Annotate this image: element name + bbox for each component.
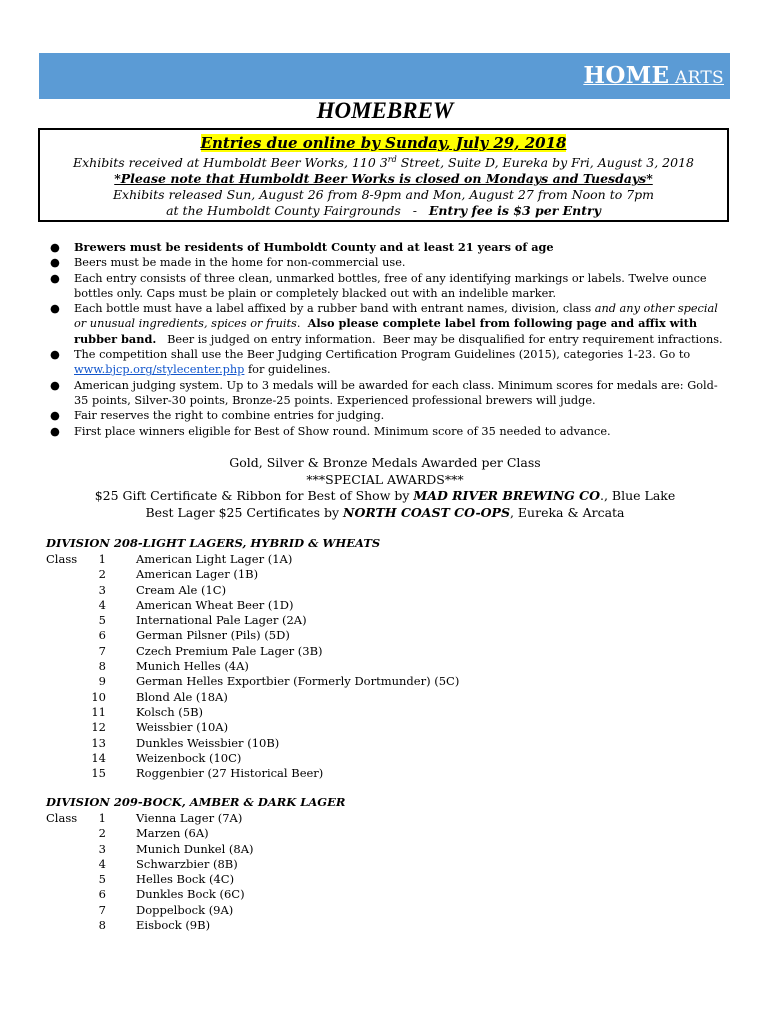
division-208-title: DIVISION 208-LIGHT LAGERS, HYBRID & WHEATS — [46, 536, 381, 550]
list-item — [46, 887, 646, 902]
best-of-show-line: $25 Gift Certificate & Ribbon for Best of Show by MAD RIVER BREWING CO., Blue Lake — [94, 488, 676, 503]
rule-item: ● Fair reserves the right to combine entries for judging. — [50, 409, 385, 423]
class-name: Munich Helles (4A) — [136, 659, 249, 674]
list-item — [46, 842, 646, 857]
class-number: 10 — [91, 689, 106, 704]
class-number: 8 — [98, 918, 106, 933]
entries-info-box — [38, 128, 729, 222]
list-item — [46, 690, 646, 705]
class-name: Eisbock (9B) — [136, 918, 211, 933]
class-name: German Helles Exportbier (Formerly Dortmunder) (5C) — [136, 674, 460, 689]
division-208-classes — [46, 552, 646, 781]
bjcp-link[interactable]: www.bjcp.org/stylecenter.php — [74, 363, 245, 377]
rule-item: ● Each entry consists of three clean, unmarked bottles, free of any identifying markings or labels. Twelve ounce bottles only. Caps must be plain or completely blacked out with an indelible marker. — [50, 271, 707, 300]
class-name: Munich Dunkel (8A) — [136, 841, 254, 856]
division-209-classes — [46, 811, 646, 933]
entries-due-line: Entries due online by Sunday, July 29, 2018 — [200, 134, 567, 152]
class-number: 4 — [98, 597, 106, 612]
class-number: 12 — [91, 720, 106, 735]
class-name: Weissbier (10A) — [136, 720, 229, 735]
class-number: 3 — [98, 841, 106, 856]
list-item — [46, 720, 646, 735]
class-number: 11 — [91, 704, 106, 719]
list-item — [46, 598, 646, 613]
class-name: Dunkles Weissbier (10B) — [136, 735, 280, 750]
best-lager-line: Best Lager $25 Certificates by NORTH COAST CO-OPS, Eureka & Arcata — [145, 504, 625, 520]
rule-item: ● Each bottle must have a label affixed by a rubber band with entrant names, division, class and any other special or unusual ingredients, spices or fruits. Also please complete label from following page and affix with rubber band. Beer is judged on entry information. Beer may be disqualified for entry requirement infractions. — [50, 302, 723, 346]
received-line: Exhibits received at Humboldt Beer Works, 110 3rd Street, Suite D, Eureka by Fri, August 3, 2018 — [73, 155, 694, 171]
list-item — [46, 705, 646, 720]
class-number: 8 — [98, 659, 106, 674]
class-number: 6 — [98, 887, 106, 902]
banner-title: HOME ARTS — [583, 62, 724, 89]
list-item — [46, 903, 646, 918]
list-item — [46, 674, 646, 689]
class-name: American Wheat Beer (1D) — [136, 597, 294, 612]
medals-line: Gold, Silver & Bronze Medals Awarded per Class — [229, 455, 541, 470]
class-number: 4 — [98, 856, 106, 871]
class-name: Vienna Lager (7A) — [136, 811, 243, 825]
class-number: 9 — [98, 674, 106, 689]
entry-fee: Entry fee is $3 per Entry — [428, 203, 601, 219]
awards-section — [0, 455, 770, 521]
location-line: at the Humboldt County Fairgrounds - Entry fee is $3 per Entry — [166, 203, 601, 219]
division-209-title: DIVISION 209-BOCK, AMBER & DARK LAGER — [46, 795, 346, 809]
class-name: Dunkles Bock (6C) — [136, 887, 245, 902]
rule-item: ● The competition shall use the Beer Judging Certification Program Guidelines (2015), categories 1-23. Go to www.bjcp.org/stylecenter.php for guidelines. — [50, 348, 691, 377]
class-name: American Light Lager (1A) — [136, 552, 293, 566]
class-name: Doppelbock (9A) — [136, 902, 234, 917]
released-line: Exhibits released Sun, August 26 from 8-9pm and Mon, August 27 from Noon to 7pm — [112, 187, 655, 203]
class-name: Kolsch (5B) — [136, 704, 204, 719]
class-name: German Pilsner (Pils) (5D) — [136, 628, 290, 643]
closed-note: *Please note that Humboldt Beer Works is closed on Mondays and Tuesdays* — [114, 171, 653, 187]
class-number: 2 — [98, 826, 106, 841]
list-item — [46, 644, 646, 659]
list-item — [46, 552, 646, 567]
class-name: Cream Ale (1C) — [136, 582, 227, 597]
list-item — [46, 659, 646, 674]
class-number: 1 — [98, 552, 106, 566]
class-number: 6 — [98, 628, 106, 643]
list-item — [46, 583, 646, 598]
list-item — [46, 826, 646, 841]
class-number: 2 — [98, 567, 106, 582]
list-item — [46, 811, 646, 826]
class-name: Helles Bock (4C) — [136, 872, 235, 887]
class-name: Schwarzbier (8B) — [136, 856, 238, 871]
class-name: Roggenbier (27 Historical Beer) — [136, 766, 324, 781]
section-banner — [39, 53, 730, 99]
class-number: 7 — [98, 643, 106, 658]
list-item — [46, 766, 646, 781]
class-name: Blond Ale (18A) — [136, 689, 228, 704]
list-item — [46, 567, 646, 582]
list-item — [46, 736, 646, 751]
rule-item: ● Beers must be made in the home for non-commercial use. — [50, 256, 406, 270]
list-item — [46, 918, 646, 933]
class-number: 14 — [91, 750, 106, 765]
class-name: Weizenbock (10C) — [136, 750, 242, 765]
class-name: American Lager (1B) — [136, 567, 259, 582]
class-label: Class — [46, 552, 78, 566]
class-number: 13 — [91, 735, 106, 750]
list-item — [46, 751, 646, 766]
list-item — [46, 613, 646, 628]
list-item — [46, 872, 646, 887]
class-name: Czech Premium Pale Lager (3B) — [136, 643, 323, 658]
special-awards-heading: ***SPECIAL AWARDS*** — [306, 471, 464, 487]
rule-item: ● First place winners eligible for Best of Show round. Minimum score of 35 needed to advance. — [50, 424, 611, 438]
rules-list — [50, 240, 730, 439]
class-name: Marzen (6A) — [136, 826, 209, 841]
page-title: HOMEBREW — [316, 98, 454, 123]
list-item — [46, 857, 646, 872]
class-name: International Pale Lager (2A) — [136, 613, 307, 628]
class-number: 5 — [98, 872, 106, 887]
class-number: 15 — [91, 766, 106, 781]
class-number: 5 — [98, 613, 106, 628]
rule-item: ● Brewers must be residents of Humboldt County and at least 21 years of age — [50, 240, 554, 254]
class-label: Class — [46, 811, 78, 825]
class-number: 7 — [98, 902, 106, 917]
rule-item: ● American judging system. Up to 3 medals will be awarded for each class. Minimum scores for medals are: Gold-35 points, Silver-30 points, Bronze-25 points. Experienced professional brewers will judge. — [50, 378, 718, 407]
list-item — [46, 628, 646, 643]
class-number: 3 — [98, 582, 106, 597]
class-number: 1 — [98, 811, 106, 825]
